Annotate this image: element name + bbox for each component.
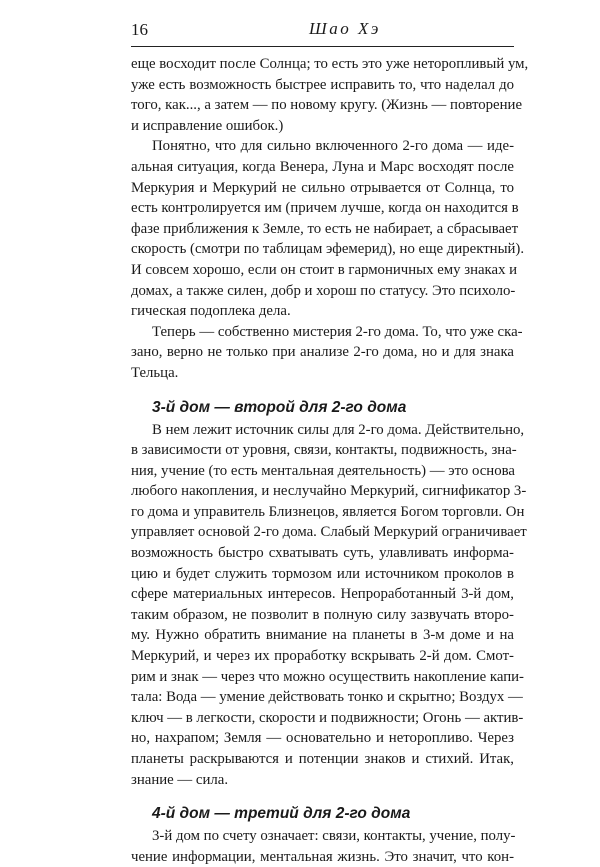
text-line: уже есть возможность быстрее исправить то, что наделал до (131, 76, 514, 93)
page-number: 16 (131, 20, 148, 39)
running-title: Шао Хэ (309, 19, 381, 38)
text-line: любого накопления, и неслучайно Меркурий, сигнификатор 3- (131, 483, 527, 500)
text-line: альная ситуация, когда Венера, Луна и Марс восходят после (131, 158, 514, 175)
paragraph-5 (131, 826, 514, 867)
text-line: 3-й дом по счету означает: связи, контакты, учение, полу- (152, 828, 516, 845)
text-line: есть контролируется им (причем лучше, когда он находится в (131, 200, 519, 217)
text-line: знание — сила. (131, 771, 229, 788)
text-line: возможность быстро схватывать суть, улавливать информа- (131, 545, 514, 562)
page-body (131, 54, 529, 867)
text-line: цию и будет служить тормозом или источником проколов в (131, 565, 514, 582)
text-line: Меркурия и Меркурий не сильно отрывается от Солнца, то (131, 179, 514, 196)
text-line: еще восходит после Солнца; то есть это уже неторопливый ум, (131, 56, 529, 72)
text-line: и исправление ошибок.) (131, 117, 284, 134)
section-heading-4th-house: 4-й дом — третий для 2-го дома (152, 805, 411, 823)
text-line: В нем лежит источник силы для 2-го дома. Действительно, (152, 421, 525, 438)
text-line: гическая подоплека дела. (131, 303, 291, 320)
page-header (131, 16, 514, 47)
text-line: го дома и управитель Близнецов, является Богом торговли. Он (131, 503, 525, 520)
paragraph-2 (131, 136, 525, 321)
text-line: в зависимости от уровня, связи, контакты, подвижность, зна- (131, 442, 517, 459)
text-line: рим и знак — через что можно осуществить накопление капи- (131, 668, 524, 685)
text-line: И совсем хорошо, если он стоит в гармоничных ему знаках и (131, 261, 518, 278)
text-line: фазе приближения к Земле, то есть не набирает, а сбрасывает (131, 220, 519, 237)
paragraph-1 (131, 54, 529, 136)
paragraph-4 (131, 420, 527, 791)
text-line: сфере материальных интересов. Непроработанный 3-й дом, (131, 586, 514, 603)
text-line: домах, а также силен, добр и хорош по статусу. Это психоло- (131, 282, 516, 299)
text-line: Тельца. (131, 364, 179, 381)
text-line: управляет основой 2-го дома. Слабый Меркурий ограничивает (131, 524, 527, 541)
text-line: ния, учение (то есть ментальная деятельность) — это основа (131, 462, 515, 479)
text-line: скорость (смотри по таблицам эфемерид), но еще директный). (131, 241, 525, 258)
text-line: тала: Вода — умение действовать тонко и скрытно; Воздух — (131, 689, 523, 706)
text-line: Теперь — собственно мистерия 2-го дома. То, что уже ска- (152, 323, 523, 340)
text-line: Понятно, что для сильно включенного 2-го дома — иде- (152, 138, 514, 155)
text-line: планеты раскрываются и потенции знаков и стихий. Итак, (131, 751, 514, 767)
paragraph-3 (131, 322, 523, 384)
text-line: му. Нужно обратить внимание на планеты в 3-м доме и на (131, 627, 514, 644)
text-line: зано, верно не только при анализе 2-го дома, но и для знака (131, 344, 514, 361)
section-heading-3rd-house: 3-й дом — второй для 2-го дома (152, 398, 407, 416)
text-line: таким образом, не позволит в полную силу зазвучать второ- (131, 606, 514, 623)
text-line: Меркурий, и через их проработку вскрывать 2-й дом. Смот- (131, 648, 514, 665)
text-line: но, нахрапом; Земля — основательно и неторопливо. Через (131, 730, 514, 747)
text-line: чение информации, ментальная жизнь. Это значит, что кон- (131, 848, 514, 865)
text-line: ключ — в легкости, скорости и подвижности; Огонь — актив- (131, 709, 524, 726)
text-line: того, как..., а затем — по новому кругу. (Жизнь — повторение (131, 97, 523, 114)
